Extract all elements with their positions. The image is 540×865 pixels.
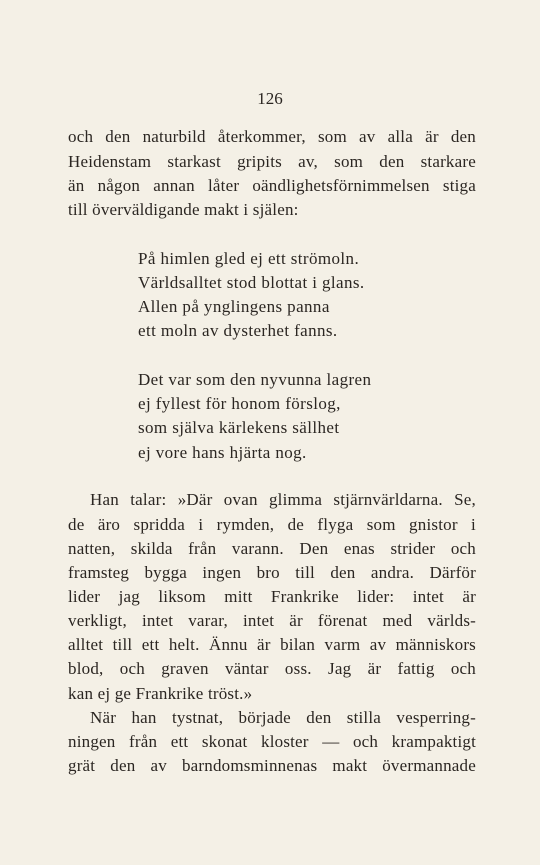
body-text-line: och den naturbild återkommer, som av alla är den: [68, 127, 476, 146]
body-text-line: än någon annan låter oändlighetsförnimmelsen stiga: [68, 176, 476, 195]
verse-line: ej fyllest för honom förslog,: [138, 394, 341, 413]
verse-line: På himlen gled ej ett strömoln.: [138, 249, 360, 268]
body-text-line: verkligt, intet varar, intet är förenat med världs-: [68, 611, 476, 630]
body-text-line: till överväldigande makt i själen:: [68, 200, 299, 219]
body-text-line: Heidenstam starkast gripits av, som den starkare: [68, 152, 476, 171]
verse-line: som själva kärlekens sällhet: [138, 418, 340, 437]
body-text-line: kan ej ge Frankrike tröst.»: [68, 684, 253, 703]
body-text-line: När han tystnat, började den stilla vesperring-: [90, 708, 476, 727]
verse-line: ej vore hans hjärta nog.: [138, 443, 307, 462]
verse-line: Det var som den nyvunna lagren: [138, 370, 372, 389]
body-text-line: ningen från ett skonat kloster — och krampaktigt: [68, 732, 476, 751]
body-text-line: framsteg bygga ingen bro till den andra. Därför: [68, 563, 476, 582]
body-text-line: lider jag liksom mitt Frankrike lider: intet är: [68, 587, 476, 606]
verse-line: Världsalltet stod blottat i glans.: [138, 273, 365, 292]
verse-line: Allen på ynglingens panna: [138, 297, 330, 316]
body-text-line: de äro spridda i rymden, de flyga som gnistor i: [68, 515, 476, 534]
body-text-line: blod, och graven väntar oss. Jag är fattig och: [68, 659, 476, 678]
body-text-line: natten, skilda från varann. Den enas strider och: [68, 539, 476, 558]
verse-line: ett moln av dysterhet fanns.: [138, 321, 338, 340]
body-text-line: grät den av barndomsminnenas makt övermannade: [68, 756, 476, 775]
page-number: 126: [257, 89, 283, 108]
body-text-line: Han talar: »Där ovan glimma stjärnvärldarna. Se,: [90, 490, 476, 509]
body-text-line: alltet till ett helt. Ännu är bilan varm av människors: [68, 635, 476, 654]
